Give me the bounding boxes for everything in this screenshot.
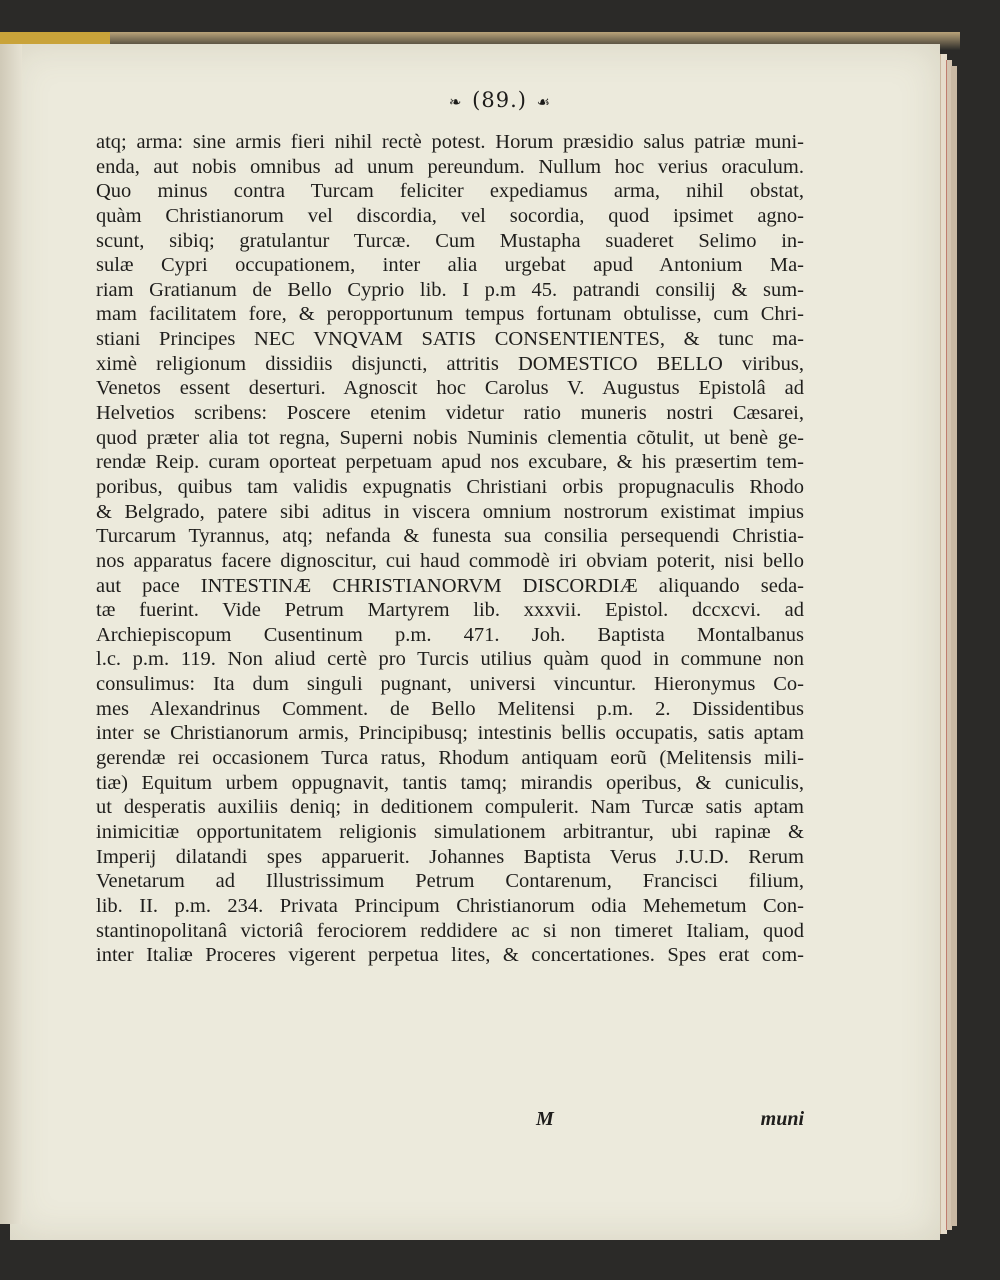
text-line: mes Alexandrinus Comment. de Bello Melitensi p.m. 2. Dissidentibus [96, 697, 804, 720]
text-line: quàm Christianorum vel discordia, vel socordia, quod ipsimet agno- [96, 204, 804, 227]
text-line: tiæ) Equitum urbem oppugnavit, tantis tamq; mirandis operibus, & cuniculis, [96, 771, 804, 794]
text-line: rendæ Reip. curam oporteat perpetuam apud nos excubare, & his præsertim tem- [96, 451, 804, 474]
text-line: scunt, sibiq; gratulantur Turcæ. Cum Mustapha suaderet Selimo in- [96, 229, 804, 252]
text-line: gerendæ rei occasionem Turca ratus, Rhodum antiquam eorũ (Melitensis mili- [96, 747, 804, 770]
text-line: Helvetios scribens: Poscere etenim videtur ratio muneris nostri Cæsarei, [96, 402, 804, 425]
text-line: Venetos essent deserturi. Agnoscit hoc Carolus V. Augustus Epistolâ ad [96, 377, 804, 400]
text-line: ximè religionum dissidiis disjuncti, attritis DOMESTICO BELLO viribus, [96, 352, 804, 375]
page-footer [96, 1108, 804, 1134]
text-line: nos apparatus facere dignoscitur, cui haud commodè iri obviam poterit, nisi bello [96, 549, 804, 572]
text-line: sulæ Cypri occupationem, inter alia urgebat apud Antonium Ma- [96, 254, 804, 277]
text-line: quod præter alia tot regna, Superni nobis Numinis clementia cõtulit, ut benè ge- [96, 426, 804, 449]
text-line: atq; arma: sine armis fieri nihil rectè potest. Horum præsidio salus patriæ muni- [96, 131, 804, 153]
page-edge [951, 66, 957, 1226]
text-line: Venetarum ad Illustrissimum Petrum Contarenum, Francisci filium, [96, 870, 804, 893]
text-line: l.c. p.m. 119. Non aliud certè pro Turcis utilius quàm quod in commune non [96, 648, 804, 671]
text-line: & Belgrado, patere sibi aditus in viscera omnium nostrorum existimat impius [96, 500, 804, 523]
page-header [0, 88, 1000, 112]
page-number: (89.) [472, 88, 527, 112]
catchword: muni [760, 1108, 804, 1130]
text-line: consulimus: Ita dum singuli pugnant, universi vincuntur. Hieronymus Co- [96, 673, 804, 696]
text-line: enda, aut nobis omnibus ad unum pereundum. Nullum hoc verius oraculum. [96, 155, 804, 178]
text-line: mam facilitatem fore, & peropportunum tempus fortunam obtulisse, cum Chri- [96, 303, 804, 326]
text-line: inimicitiæ opportunitatem religionis simulationem arbitrantur, ubi rapinæ & [96, 820, 804, 843]
text-line: stantinopolitanâ victoriâ ferociorem reddidere ac si non timeret Italiam, quod [96, 919, 804, 942]
text-line: stiani Principes NEC VNQVAM SATIS CONSENTIENTES, & tunc ma- [96, 328, 804, 351]
text-line: Quo minus contra Turcam feliciter expediamus arma, nihil obstat, [96, 180, 804, 203]
text-line: inter Italiæ Proceres vigerent perpetua lites, & concertationes. Spes erat com- [96, 944, 804, 967]
text-line: lib. II. p.m. 234. Privata Principum Christianorum odia Mehemetum Con- [96, 894, 804, 917]
signature-mark: M [536, 1108, 554, 1130]
text-line: Archiepiscopum Cusentinum p.m. 471. Joh. Baptista Montalbanus [96, 623, 804, 646]
text-line: riam Gratianum de Bello Cyprio lib. I p.m 45. patrandi consilij & sum- [96, 278, 804, 301]
text-line: Imperij dilatandi spes apparuerit. Johannes Baptista Verus J.U.D. Rerum [96, 845, 804, 868]
text-line: ut desperatis auxiliis deniq; in deditionem compulerit. Nam Turcæ satis aptam [96, 796, 804, 819]
ornament-left-icon: ❧ [448, 93, 463, 111]
ornament-right-icon: ☙ [536, 93, 552, 111]
text-line: tæ fuerint. Vide Petrum Martyrem lib. xxxvii. Epistol. dccxcvi. ad [96, 599, 804, 622]
text-line: aut pace INTESTINÆ CHRISTIANORVM DISCORDIÆ aliquando seda- [96, 574, 804, 597]
text-line: Turcarum Tyrannus, atq; nefanda & funesta sua consilia persequendi Christia- [96, 525, 804, 548]
text-line: inter se Christianorum armis, Principibusq; intestinis bellis occupatis, satis aptam [96, 722, 804, 745]
body-text [96, 130, 804, 968]
binding-gutter [0, 44, 22, 1224]
text-line: poribus, quibus tam validis expugnatis Christiani orbis propugnaculis Rhodo [96, 475, 804, 498]
